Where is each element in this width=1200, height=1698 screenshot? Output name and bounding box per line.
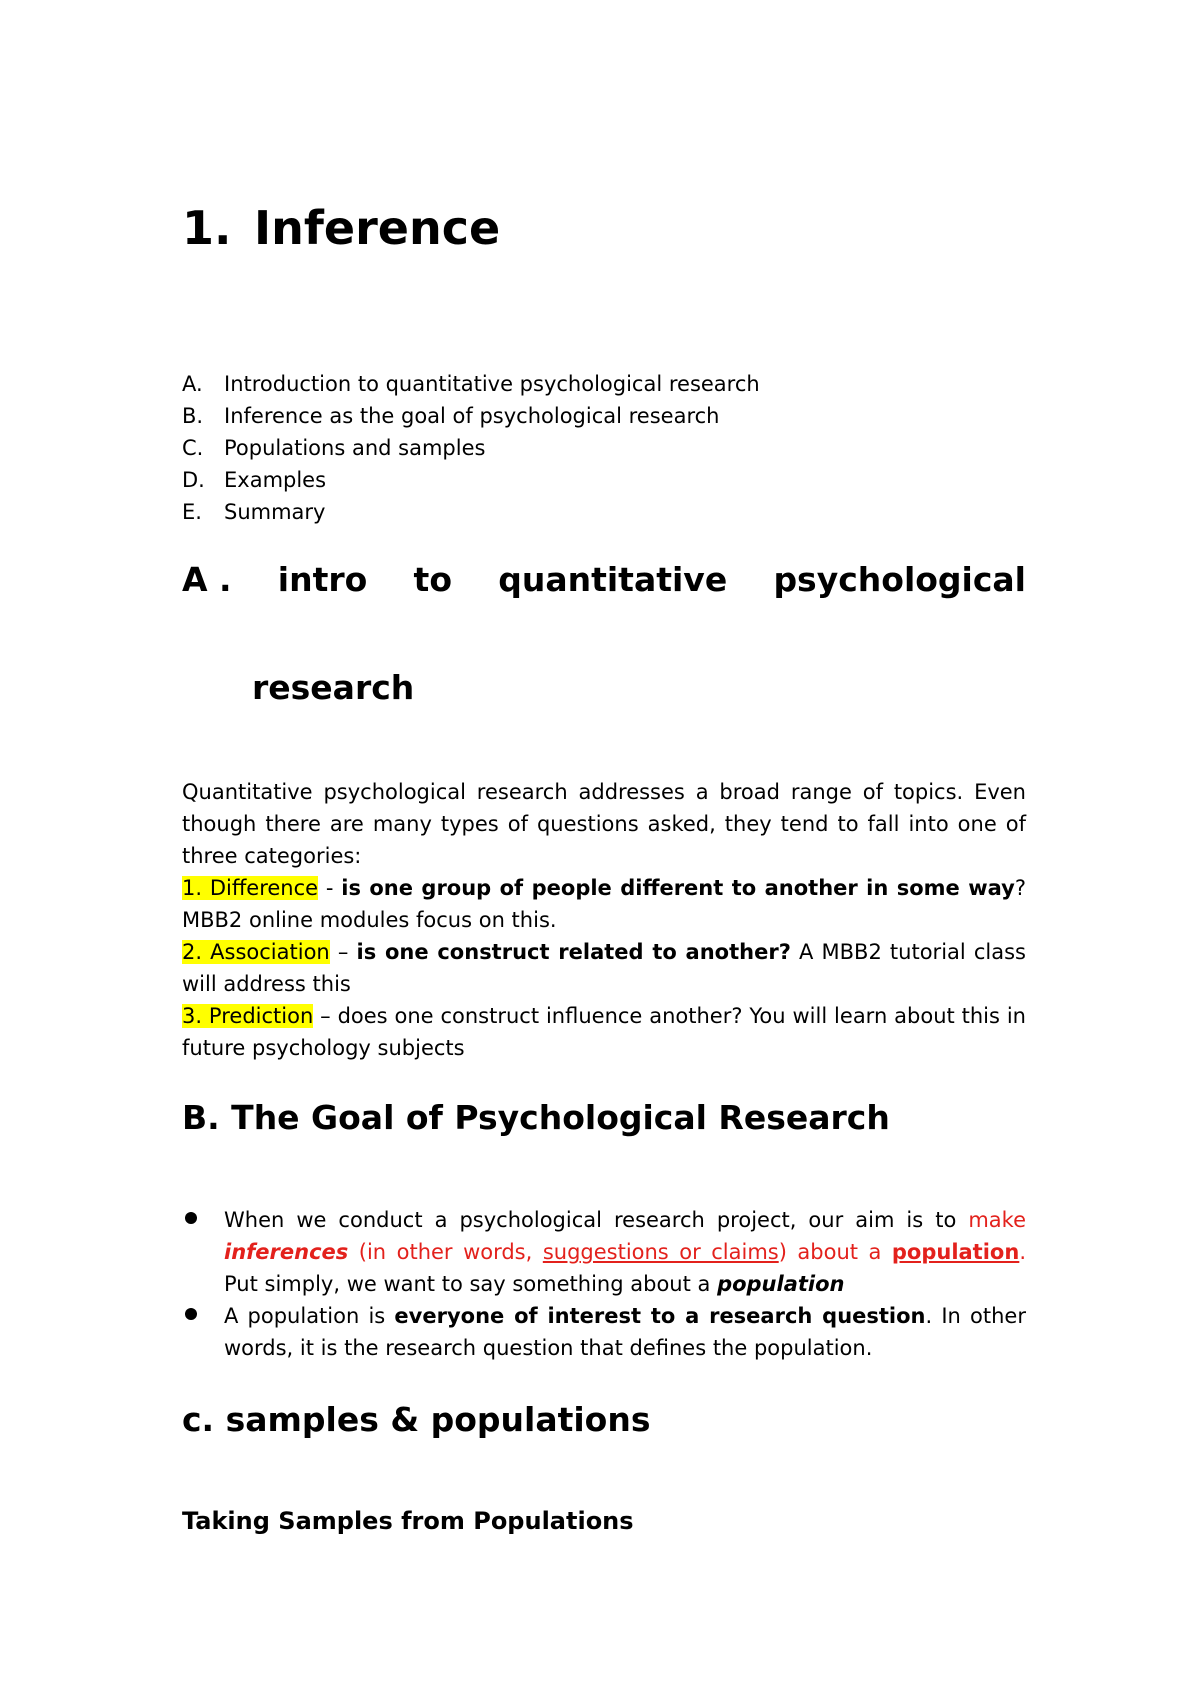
red-underlined-text: suggestions or claims <box>542 1240 779 1264</box>
text-run: A population is <box>224 1304 395 1328</box>
text-run: . In other words, it is the research question that defines the population. <box>224 1304 1026 1360</box>
contents-item <box>182 400 760 432</box>
category-note: A MBB2 tutorial class will address this <box>182 940 1026 996</box>
red-text: make <box>968 1208 1026 1232</box>
section-a-heading <box>182 560 1026 708</box>
red-text: ) about a <box>778 1240 892 1264</box>
separator: - <box>318 876 342 900</box>
section-a-heading-continuation: research <box>252 668 415 707</box>
bullet-item <box>182 1204 1026 1300</box>
bullet-text <box>224 1204 1026 1300</box>
contents-item <box>182 368 760 400</box>
heading-word: to <box>413 560 452 599</box>
category-association <box>182 936 1026 1000</box>
red-text: (in other words, <box>348 1240 543 1264</box>
intro-paragraph: Quantitative psychological research addresses a broad range of topics. Even though there are many types of questions asked, they tend to fall into one of three categories: <box>182 780 1026 868</box>
contents-text: Populations and samples <box>224 436 486 460</box>
chapter-heading <box>182 198 500 258</box>
highlighted-label: 1. Difference <box>182 876 319 900</box>
contents-letter: E. <box>182 500 202 524</box>
category-note: does one construct influence another? You will learn about this in future psychology subjects <box>182 1004 1026 1060</box>
bold-question: is one group of people different to another in some way <box>341 876 1015 900</box>
red-bold-italic-text: inferences <box>224 1240 349 1264</box>
text-run: When we conduct a psychological research project, our aim is to <box>224 1208 969 1232</box>
bold-italic-text: population <box>717 1272 845 1296</box>
heading-word: A . <box>182 560 232 599</box>
section-b-heading: B. The Goal of Psychological Research <box>182 1098 890 1137</box>
red-bold-underlined-text: population <box>891 1240 1020 1264</box>
contents-letter: D. <box>182 468 205 492</box>
highlighted-label: 3. Prediction <box>182 1004 314 1028</box>
heading-word: quantitative <box>498 560 728 599</box>
separator: – <box>313 1004 338 1028</box>
contents-item <box>182 496 760 528</box>
section-c-subheading: Taking Samples from Populations <box>182 1507 634 1535</box>
contents-letter: C. <box>182 436 204 460</box>
bullet-item <box>182 1300 1026 1364</box>
heading-word: psychological <box>773 560 1026 599</box>
contents-item <box>182 464 760 496</box>
bullet-dot-icon <box>182 1204 224 1300</box>
bold-text: everyone of interest to a research question <box>394 1304 926 1328</box>
contents-letter: A. <box>182 372 203 396</box>
contents-item <box>182 432 760 464</box>
category-note: ? MBB2 online modules focus on this. <box>182 876 1026 932</box>
red-text: . <box>1019 1240 1026 1264</box>
category-difference <box>182 872 1026 936</box>
section-a-body <box>182 776 1026 1064</box>
contents-text: Inference as the goal of psychological research <box>224 404 720 428</box>
category-prediction <box>182 1000 1026 1064</box>
contents-letter: B. <box>182 404 204 428</box>
section-c-heading: c. samples & populations <box>182 1400 651 1439</box>
chapter-title: Inference <box>254 201 501 255</box>
heading-word: intro <box>277 560 368 599</box>
contents-text: Examples <box>224 468 327 492</box>
separator: – <box>329 940 357 964</box>
chapter-number: 1. <box>182 201 232 255</box>
section-a-heading-line <box>182 560 1026 600</box>
bullet-text <box>224 1300 1026 1364</box>
bold-question: is one construct related to another? <box>356 940 791 964</box>
contents-text: Introduction to quantitative psychological research <box>224 372 760 396</box>
text-run: Put simply, we want to say something about a <box>224 1272 718 1296</box>
highlighted-label: 2. Association <box>182 940 330 964</box>
bullet-dot-icon <box>182 1300 224 1364</box>
contents-text: Summary <box>224 500 326 524</box>
contents-list <box>182 368 760 528</box>
section-b-bullets <box>182 1204 1026 1364</box>
